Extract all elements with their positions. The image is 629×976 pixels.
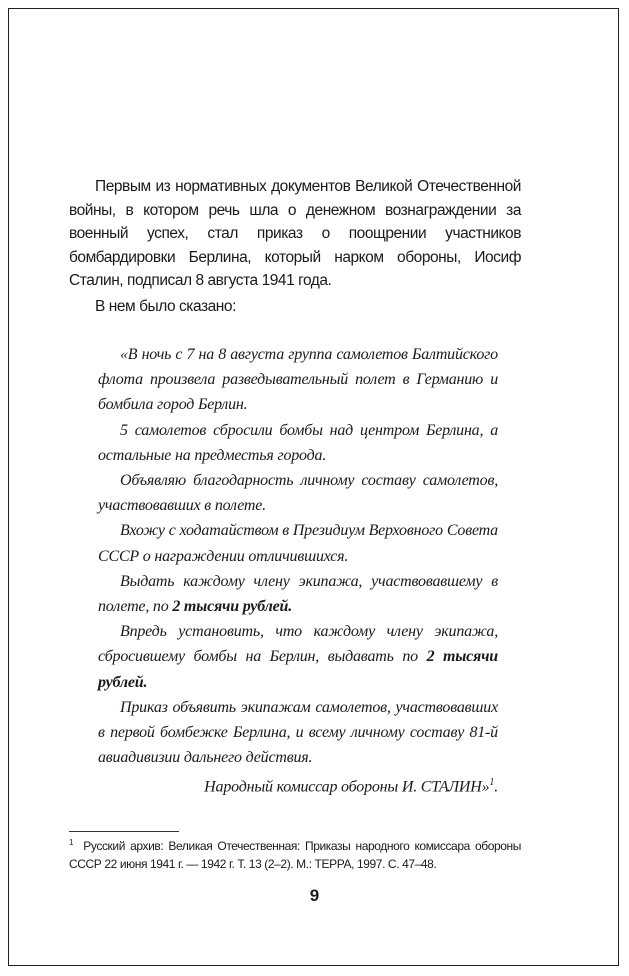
- signature-text: Народный комиссар обороны И. СТАЛИН»: [204, 778, 490, 796]
- reward-amount-1: 2 тысячи рублей.: [172, 598, 293, 616]
- quote-signature: Народный комиссар обороны И. СТАЛИН»$^1$.: [204, 777, 498, 796]
- footnote: [69, 834, 521, 873]
- footnote-text: Русский архив: Великая Отечественная: Приказы народного комиссара обороны СССР 22 июня 1941 г. — 1942 г. Т. 13 (2–2). М.: ТЕРРА, 1997. С. 47–48.: [69, 839, 521, 871]
- quote-paragraph-4: Вхожу с ходатайством в Президиум Верховного Совета СССР о награждении отличившихся.: [98, 522, 498, 565]
- quote-paragraph-5-text: Выдать каждому члену экипажа, участвовавшему в полете, по: [98, 572, 498, 616]
- quote-paragraph-6-text: Впредь установить, что каждому члену экипажа, сбросившему бомбы на Берлин, выдавать по: [98, 623, 498, 666]
- footnote-paragraph: [69, 834, 521, 873]
- quote-paragraph-6: [98, 619, 498, 695]
- quote-paragraph-7: Приказ объявить экипажам самолетов, участвовавших в первой бомбежке Берлина, и всему личному составу 81-й авиадивизии дальнего действия.: [98, 698, 498, 767]
- order-quote: [98, 342, 498, 800]
- intro-text: [69, 175, 521, 319]
- footnote-reference[interactable]: 1: [489, 777, 495, 789]
- footnote-divider: [69, 831, 179, 832]
- quote-paragraph-3: Объявляю благодарность личному составу самолетов, участвовавших в полете.: [98, 472, 498, 515]
- quote-paragraph-2: 5 самолетов сбросили бомбы над центром Берлина, а остальные на предместья города.: [98, 421, 498, 464]
- quote-paragraph-1: «В ночь с 7 на 8 августа группа самолетов Балтийского флота произвела разведывательный полет в Германию и бомбила город Берлин.: [98, 346, 498, 414]
- intro-paragraph-2: В нем было сказано:: [95, 297, 236, 315]
- page-number: 9: [309, 886, 320, 905]
- quote-paragraph-5: [98, 569, 498, 619]
- footnote-marker: 1: [69, 838, 74, 847]
- intro-paragraph-1: Первым из нормативных документов Великой Отечественной войны, в котором речь шла о денежном вознаграждении за военный успех, стал приказ о поощрении участников бомбардировки Берлина, который нарком обороны, Иосиф Сталин, подписал 8 августа 1941 года.: [69, 178, 521, 290]
- reward-amount-2: 2 тысячи рублей.: [98, 648, 498, 691]
